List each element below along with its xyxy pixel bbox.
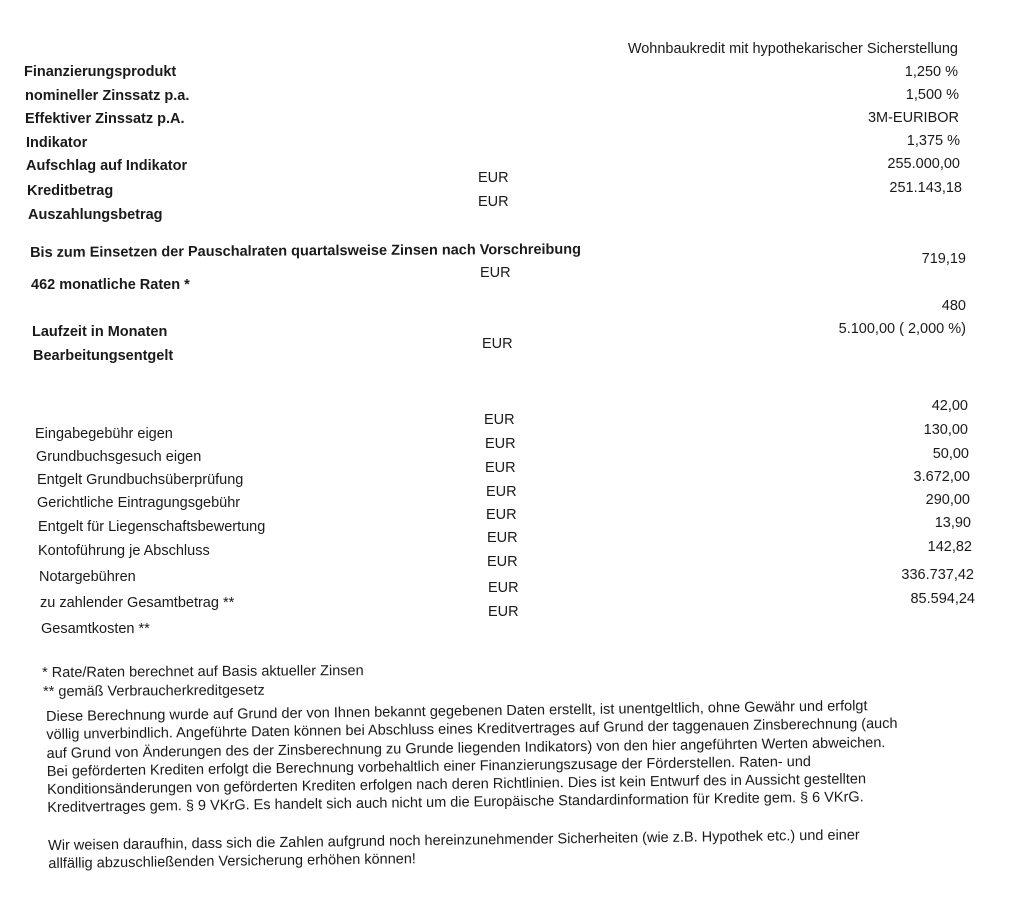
cost-label: Gesamtkosten ** xyxy=(41,621,150,637)
cost-value: 142,82 xyxy=(927,539,972,555)
label-indikator: Indikator xyxy=(26,135,88,151)
cost-value: 336.737,42 xyxy=(901,567,974,583)
value-row-5: 255.000,00 xyxy=(887,156,960,172)
cost-currency: EUR xyxy=(487,530,518,546)
cost-label: Kontoführung je Abschluss xyxy=(38,543,210,559)
cost-label: Grundbuchsgesuch eigen xyxy=(36,449,202,465)
cost-value: 290,00 xyxy=(925,492,970,508)
rates-currency: EUR xyxy=(480,265,511,281)
cost-value: 130,00 xyxy=(923,422,968,438)
fee-label: Bearbeitungsentgelt xyxy=(33,348,174,364)
cost-label: zu zahlender Gesamtbetrag ** xyxy=(40,595,235,611)
interest-note: Bis zum Einsetzen der Pauschalraten quartalsweise Zinsen nach Vorschreibung xyxy=(30,241,581,261)
fee-currency: EUR xyxy=(482,336,513,352)
value-row-2: 1,500 % xyxy=(905,87,959,103)
value-row-3: 3M-EURIBOR xyxy=(867,110,959,126)
cost-label: Entgelt Grundbuchsüberprüfung xyxy=(37,472,244,488)
term-label: Laufzeit in Monaten xyxy=(32,324,168,340)
currency-auszahlungsbetrag: EUR xyxy=(478,194,509,210)
rate-value: 719,19 xyxy=(921,251,966,267)
disclaimer-note: Wir weisen daraufhin, dass sich die Zahlen aufgrund noch hereinzunehmender Sicherheiten (wie z.B. Hypothek etc.) und einer allfällig abzuschließenden Versicherung erhöhen können! xyxy=(48,827,860,873)
label-auszahlungsbetrag: Auszahlungsbetrag xyxy=(28,207,163,223)
cost-label: Notargebühren xyxy=(39,569,136,585)
cost-currency: EUR xyxy=(487,554,518,570)
value-row-4: 1,375 % xyxy=(906,133,960,149)
footnote-law: ** gemäß Verbraucherkreditgesetz xyxy=(43,682,265,700)
cost-currency: EUR xyxy=(486,507,517,523)
fee-value: 5.100,00 ( 2,000 %) xyxy=(838,321,966,337)
cost-currency: EUR xyxy=(485,436,516,452)
cost-currency: EUR xyxy=(488,604,519,620)
cost-currency: EUR xyxy=(488,580,519,596)
disclaimer-paragraph: Diese Berechnung wurde auf Grund der von Ihnen bekannt gegebenen Daten erstellt, ist unentgeltlich, ohne Gewähr und erfolgt völlig unverbindlich. Angeführte Daten können bei Abschluss eines Kreditvertrages auf Grund der taggenauen Zinsberechnung (auch auf Grund von Änderungen des der Zinsberechnung zu Grunde liegenden Indikators) von den hier angeführten Werten abweichen. Bei geförderten Krediten erfolgt die Berechnung vorbehaltlich einer Finanzierungszusage der Förderstellen. Raten- und Konditionsänderungen von geförderten Krediten erfolgen nach deren Richtlinien. Dies ist kein Entwurf des in Aussicht gestellten Kreditvertrages gem. § 9 VKrG. Es handelt sich auch nicht um die Europäische Standardinformation für Kredite gem. § 6 VKrG. xyxy=(46,698,898,817)
label-effective-rate: Effektiver Zinssatz p.A. xyxy=(25,111,185,127)
label-finanzierungsprodukt: Finanzierungsprodukt xyxy=(24,64,177,80)
cost-value: 50,00 xyxy=(932,446,969,462)
cost-currency: EUR xyxy=(484,412,515,428)
cost-currency: EUR xyxy=(486,484,517,500)
cost-value: 3.672,00 xyxy=(913,469,970,485)
cost-value: 13,90 xyxy=(934,515,971,531)
label-nominal-rate: nomineller Zinssatz p.a. xyxy=(25,88,190,104)
rates-label: 462 monatliche Raten * xyxy=(31,277,190,293)
label-kreditbetrag: Kreditbetrag xyxy=(27,183,114,199)
cost-currency: EUR xyxy=(485,460,516,476)
label-aufschlag: Aufschlag auf Indikator xyxy=(26,158,188,174)
cost-value: 42,00 xyxy=(931,398,968,414)
footnote-rates: * Rate/Raten berechnet auf Basis aktueller Zinsen xyxy=(42,663,364,681)
cost-label: Gerichtliche Eintragungsgebühr xyxy=(37,495,241,511)
value-row-1: 1,250 % xyxy=(904,64,958,80)
cost-label: Entgelt für Liegenschaftsbewertung xyxy=(38,519,266,535)
cost-value: 85.594,24 xyxy=(910,591,975,607)
term-value: 480 xyxy=(941,298,966,314)
currency-kreditbetrag: EUR xyxy=(478,170,509,186)
cost-label: Eingabegebühr eigen xyxy=(35,426,173,442)
product-value: Wohnbaukredit mit hypothekarischer Sicherstellung xyxy=(627,41,958,57)
value-row-6: 251.143,18 xyxy=(889,180,962,196)
